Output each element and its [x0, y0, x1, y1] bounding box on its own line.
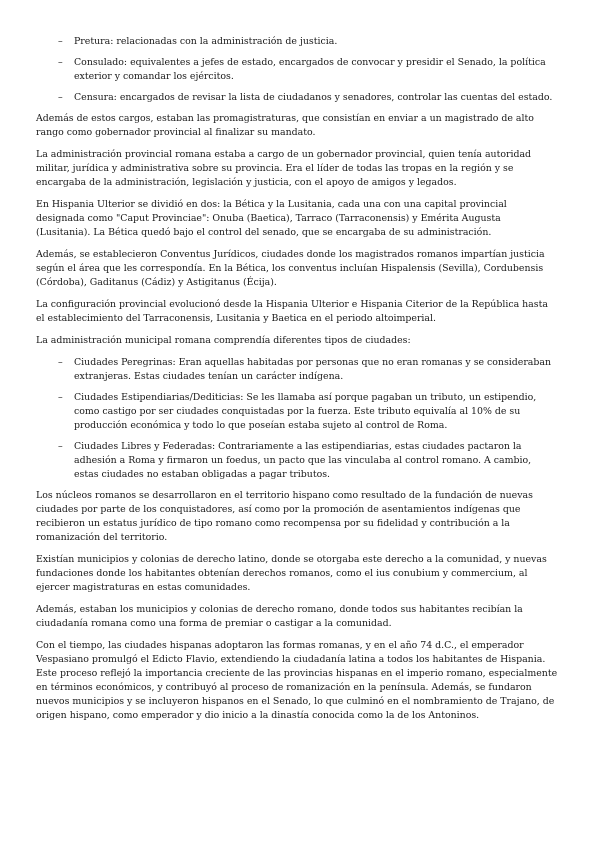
- list-item: [36, 56, 558, 84]
- dash-bullet: –: [58, 36, 63, 47]
- list-item-text: Censura: encargados de revisar la lista de ciudadanos y senadores, controlar las cuentas del estado.: [74, 92, 553, 103]
- paragraph: La administración municipal romana comprendía diferentes tipos de ciudades:: [36, 335, 411, 346]
- list-item: [36, 35, 558, 49]
- list-item: [36, 356, 558, 384]
- dash-bullet: –: [58, 357, 63, 368]
- paragraph: Con el tiempo, las ciudades hispanas adoptaron las formas romanas, y en el año 74 d.C., el emperador Vespasiano promulgó el Edicto Flavio, extendiendo la ciudadanía latina a todos los habitantes de Hispania. Este proceso reflejó la importancia creciente de las provincias hispanas en el imperio romano, especialmente en términos económicos, y contribuyó al proceso de romanización en la península. Además, se fundaron nuevos municipios y se incluyeron hispanos en el Senado, lo que culminó en el nombramiento de Trajano, de origen hispano, como emperador y dio inicio a la dinastía conocida como la de los Antoninos.: [36, 640, 558, 721]
- dash-bullet: –: [58, 92, 63, 103]
- list-item-text: Pretura: relacionadas con la administración de justicia.: [74, 36, 338, 47]
- paragraph: Además de estos cargos, estaban las promagistraturas, que consistían en enviar a un magistrado de alto rango como gobernador provincial al finalizar su mandato.: [36, 113, 534, 138]
- list-item: [36, 91, 558, 105]
- city-types-list: [36, 356, 558, 482]
- magistracies-list: [36, 35, 558, 105]
- list-item-text: Ciudades Estipendiarias/Dediticias: Se les llamaba así porque pagaban un tributo, un estipendio, como castigo por ser ciudades conquistadas por la fuerza. Este tributo equivalía al 10% de su producción económica y todo lo que poseían estaba sujeto al control de Roma.: [74, 392, 537, 431]
- dash-bullet: –: [58, 441, 63, 452]
- list-item-text: Ciudades Peregrinas: Eran aquellas habitadas por personas que no eran romanas y se consideraban extranjeras. Estas ciudades tenían un carácter indígena.: [74, 357, 552, 382]
- list-item: [36, 440, 558, 482]
- list-item-text: Consulado: equivalentes a jefes de estado, encargados de convocar y presidir el Senado, la política exterior y comandar los ejércitos.: [74, 57, 546, 82]
- paragraph: En Hispania Ulterior se dividió en dos: la Bética y la Lusitania, cada una con una capital provincial designada como "Caput Provinciae": Onuba (Baetica), Tarraco (Tarraconensis) y Emérita Augusta (Lusitania). La Bética quedó bajo el control del senado, que se encargaba de su administración.: [36, 199, 507, 238]
- dash-bullet: –: [58, 57, 63, 68]
- paragraph: Además, se establecieron Conventus Jurídicos, ciudades donde los magistrados romanos impartían justicia según el área que les correspondía. En la Bética, los conventus incluían Hispalensis (Sevilla), Cordubensis (Córdoba), Gaditanus (Cádiz) y Astigitanus (Écija).: [36, 249, 545, 288]
- paragraph: La configuración provincial evolucionó desde la Hispania Ulterior e Hispania Citerior de la República hasta el establecimiento del Tarraconensis, Lusitania y Baetica en el periodo altoimperial.: [36, 299, 548, 324]
- dash-bullet: –: [58, 392, 63, 403]
- list-item: [36, 391, 558, 433]
- paragraph: La administración provincial romana estaba a cargo de un gobernador provincial, quien tenía autoridad militar, jurídica y administrativa sobre su provincia. Era el líder de todas las tropas en la región y se encargaba de la administración, legislación y justicia, con el apoyo de amigos y legados.: [36, 149, 532, 188]
- paragraph: Además, estaban los municipios y colonias de derecho romano, donde todos sus habitantes recibían la ciudadanía romana como una forma de premiar o castigar a la comunidad.: [36, 604, 523, 629]
- list-item-text: Ciudades Libres y Federadas: Contrariamente a las estipendiarias, estas ciudades pactaron la adhesión a Roma y firmaron un foedus, un pacto que las vinculaba al control romano. A cambio, estas ciudades no estaban obligadas a pagar tributos.: [74, 441, 532, 480]
- paragraph: Los núcleos romanos se desarrollaron en el territorio hispano como resultado de la fundación de nuevas ciudades por parte de los conquistadores, así como por la promoción de asentamientos indígenas que recibieron un estatus jurídico de tipo romano como recompensa por su fidelidad y contribución a la romanización del territorio.: [36, 490, 533, 543]
- paragraph: Existían municipios y colonias de derecho latino, donde se otorgaba este derecho a la comunidad, y nuevas fundaciones donde los habitantes obtenían derechos romanos, como el ius conubium y commercium, al ejercer magistraturas en estas comunidades.: [36, 554, 547, 593]
